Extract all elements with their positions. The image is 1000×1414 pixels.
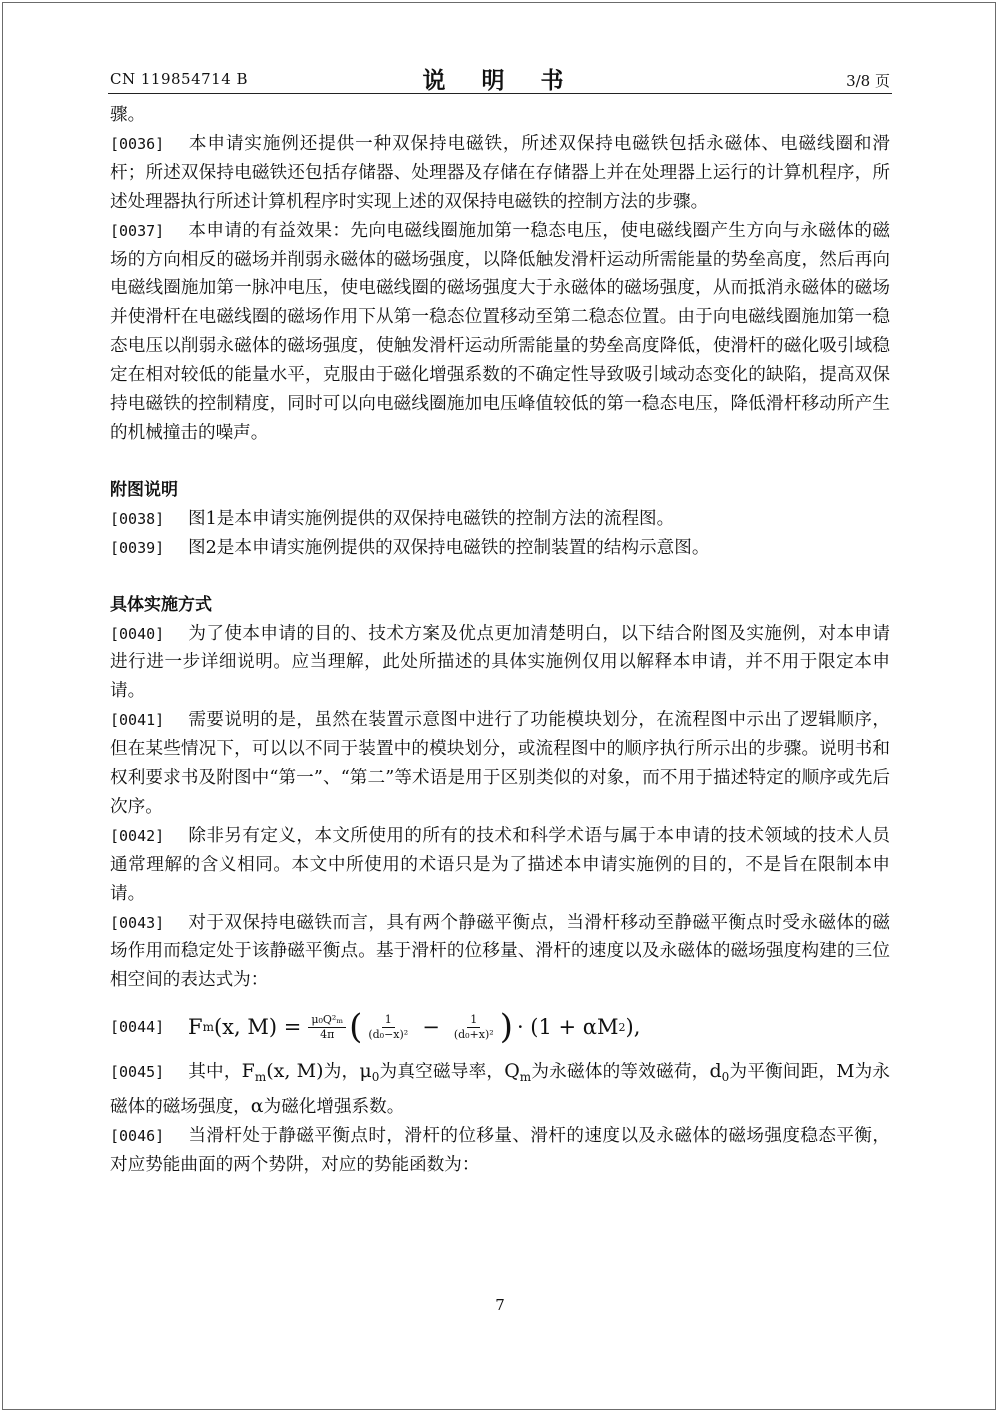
page-header (110, 62, 890, 92)
symbol-d0: $d_0$ (709, 1060, 730, 1085)
equation: F m (x, M) = $\frac{\text{μ₀Q²ₘ}}{4\pi}$ ( $\frac{1}{\text{(d₀−x)²}}$ − $\frac{1}{\text{(d₀+x)²}}$ ) · (1 + αM 2 ), (188, 1007, 641, 1048)
term2-fraction: $\frac{1}{\text{(d₀+x)²}}$ (453, 1012, 494, 1041)
paragraph-text: 本申请的有益效果：先向电磁线圈施加第一稳态电压，使电磁线圈产生方向与永磁体的磁场的方向相反的磁场并削弱永磁体的磁场强度，以降低触发滑杆运动所需能量的势垒高度，然后再向电磁线圈施加第一脉冲电压，使电磁线圈的磁场强度大于永磁体的磁场强度，从而抵消永磁体的磁场并使滑杆在电磁线圈的磁场作用下从第一稳态位置移动至第二稳态位置。由于向电磁线圈施加第一稳态电压以削弱永磁体的磁场强度，使触发滑杆运动所需能量的势垒高度降低，使滑杆的磁化吸引域稳定在相对较低的能量水平，克服由于磁化增强系数的不确定性导致吸引域动态变化的缺陷，提高双保持电磁铁的控制精度，同时可以向电磁线圈施加电压峰值较低的第一稳态电压，降低滑杆移动所产生的机械撞击的噪声。 (110, 220, 890, 443)
coefficient-fraction: $\frac{\text{μ₀Q²ₘ}}{4\pi}$ (308, 1013, 346, 1042)
paragraph-number: [0045] (110, 1063, 165, 1082)
paragraph-text: 对于双保持电磁铁而言，具有两个静磁平衡点，当滑杆移动至静磁平衡点时受永磁体的磁场作用而稳定处于该静磁平衡点。基于滑杆的位移量、滑杆的速度以及永磁体的磁场强度构建的三位相空间的表达式为： (110, 912, 890, 991)
paragraph-text: 图2是本申请实施例提供的双保持电磁铁的控制装置的结构示意图。 (188, 537, 710, 558)
paragraph-0043 (110, 909, 890, 996)
paragraph-0041 (110, 706, 890, 822)
symbol-alpha: α (250, 1095, 264, 1118)
paragraph-number: [0040] (110, 624, 165, 643)
paragraph-text: 图1是本申请实施例提供的双保持电磁铁的控制方法的流程图。 (188, 508, 675, 529)
paragraph-text: 除非另有定义，本文所使用的所有的技术和科学术语与属于本申请的技术领域的技术人员通常理解的含义相同。本文中所使用的术语只是为了描述本申请实施例的目的，不是旨在限制本申请。 (110, 825, 890, 904)
formula-0044 (110, 999, 890, 1055)
header-divider (108, 93, 892, 94)
paragraph-number: [0037] (110, 221, 165, 240)
paragraph-text: 为了使本申请的目的、技术方案及优点更加清楚明白，以下结合附图及实施例，对本申请进行进一步详细说明。应当理解，此处所描述的具体实施例仅用以解释本申请，并不用于限定本申请。 (110, 623, 890, 702)
paragraph-0040 (110, 620, 890, 707)
paragraph-number: [0041] (110, 711, 165, 730)
term1-fraction: $\frac{1}{\text{(d₀−x)²}}$ (368, 1012, 409, 1041)
paragraph-0035-end: 骤。 (110, 105, 146, 125)
paragraph-0037 (110, 217, 890, 448)
paragraph-0036 (110, 130, 890, 217)
page-indicator: 3/8 页 (846, 72, 890, 90)
paragraph-text: 本申请实施例还提供一种双保持电磁铁，所述双保持电磁铁包括永磁体、电磁线圈和滑杆；所述双保持电磁铁还包括存储器、处理器及存储在存储器上并在处理器上运行的计算机程序，所述处理器执行所述计算机程序时实现上述的双保持电磁铁的控制方法的步骤。 (110, 133, 890, 212)
paragraph-number: [0042] (110, 826, 165, 845)
document-body (110, 101, 890, 1180)
paragraph-text: 当滑杆处于静磁平衡点时，滑杆的位移量、滑杆的速度以及永磁体的磁场强度稳态平衡，对应势能曲面的两个势阱，对应的势能函数为： (110, 1126, 890, 1175)
paragraph-number: [0038] (110, 509, 165, 528)
paragraph-number: [0044] (110, 1018, 165, 1037)
paragraph-0042 (110, 822, 890, 909)
paragraph-0038 (110, 505, 890, 534)
paragraph-number: [0046] (110, 1127, 165, 1146)
symbol-qm: $Q_m$ (504, 1060, 532, 1085)
spacer (110, 563, 890, 591)
spacer (110, 448, 890, 476)
paragraph-number: [0039] (110, 538, 165, 557)
paragraph-0045: [0045] 其中，$F_m(x$, M)为，$\mu_0$为真空磁导率，$Q_m$为永磁体的等效磁荷，$d_0$为平衡间距，M为永磁体的磁场强度，α为磁化增强系数。 (110, 1060, 890, 1118)
paragraph-number: [0043] (110, 913, 165, 932)
paragraph-text: 需要说明的是，虽然在装置示意图中进行了功能模块划分，在流程图中示出了逻辑顺序，但在某些情况下，可以以不同于装置中的模块划分，或流程图中的顺序执行所示出的步骤。说明书和权利要求书及附图中“第一”、“第二”等术语是用于区别类似的对象，而不用于描述特定的顺序或先后次序。 (110, 710, 890, 817)
symbol-mu0: $\mu_0$ (359, 1060, 380, 1085)
section-heading-figures: 附图说明 (110, 479, 178, 500)
patent-number: CN 119854714 B (110, 70, 249, 88)
paragraph-number: [0036] (110, 134, 165, 153)
paragraph-0046 (110, 1122, 890, 1180)
section-heading-embodiments: 具体实施方式 (110, 594, 212, 615)
document-title: 说 明 书 (422, 67, 578, 94)
symbol-fm: $F_m(x$, M) (241, 1060, 324, 1085)
paragraph-0039 (110, 534, 890, 563)
page-number: 7 (495, 1296, 505, 1314)
